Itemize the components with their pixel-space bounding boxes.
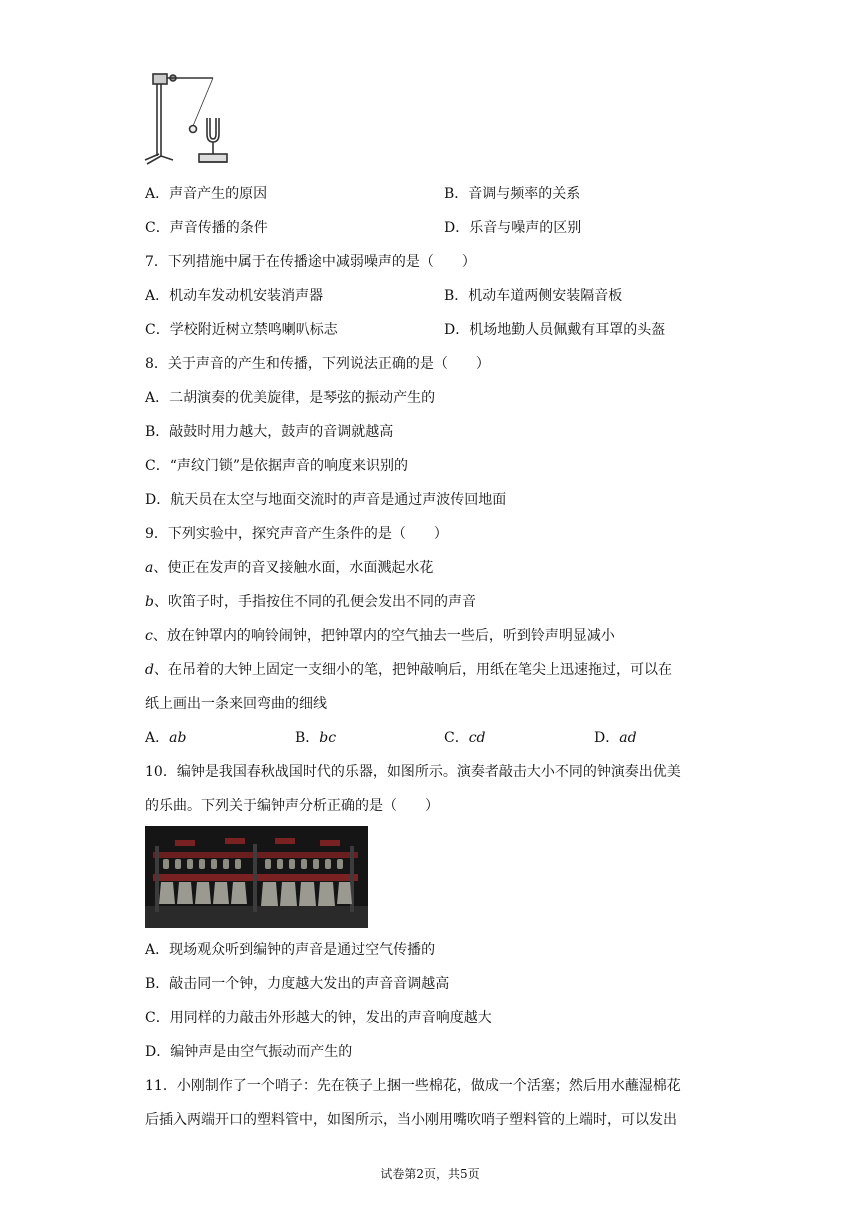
- q10-option-a: A．现场观众听到编钟的声音是通过空气传播的: [145, 942, 436, 958]
- q10-option-c: C．用同样的力敲击外形越大的钟，发出的声音响度越大: [145, 1010, 492, 1026]
- q6-option-a: A．声音产生的原因: [145, 186, 268, 202]
- q9-item-d: [145, 660, 672, 680]
- q9-item-d-cont: 纸上画出一条来回弯曲的细线: [145, 696, 327, 712]
- q11-line2: 后插入两端开口的塑料管中，如图所示，当小刚用嘴吹哨子塑料管的上端时，可以发出: [145, 1112, 677, 1128]
- q7-stem: 7．下列措施中属于在传播途中减弱噪声的是（ ）: [145, 254, 476, 270]
- q9-item-c-text: 、放在钟罩内的响铃闹钟，把钟罩内的空气抽去一些后，听到铃声明显减小: [152, 628, 615, 644]
- q9-item-d-text: 、在吊着的大钟上固定一支细小的笔，把钟敲响后，用纸在笔尖上迅速拖过，可以在: [153, 662, 672, 678]
- q8-option-d: D．航天员在太空与地面交流时的声音是通过声波传回地面: [145, 492, 507, 508]
- tuning-fork-figure: [143, 68, 233, 172]
- q9-item-c-letter: c: [145, 628, 153, 644]
- q9-option-b-value: bc: [319, 730, 337, 746]
- q9-option-a-value: ab: [169, 730, 187, 746]
- q8-option-a: A．二胡演奏的优美旋律，是琴弦的振动产生的: [145, 390, 436, 406]
- q9-item-c: [145, 626, 615, 646]
- q10-option-b: B．敲击同一个钟，力度越大发出的声音音调越高: [145, 976, 450, 992]
- q10-option-d: D．编钟声是由空气振动而产生的: [145, 1044, 353, 1060]
- q9-option-c-prefix: C．: [444, 730, 469, 746]
- q7-option-d: D．机场地勤人员佩戴有耳罩的头盔: [444, 322, 666, 338]
- q6-option-d: D．乐音与噪声的区别: [444, 220, 582, 236]
- q8-option-b: B．敲鼓时用力越大，鼓声的音调就越高: [145, 424, 394, 440]
- q6-option-b: B．音调与频率的关系: [444, 186, 581, 202]
- q9-option-a-prefix: A．: [145, 730, 170, 746]
- q6-option-c: C．声音传播的条件: [145, 220, 268, 236]
- q9-option-b: [295, 728, 336, 748]
- q8-stem: 8．关于声音的产生和传播，下列说法正确的是（ ）: [145, 356, 490, 372]
- q9-option-d-value: ad: [619, 730, 637, 746]
- chime-bells-photo: [145, 826, 368, 928]
- q9-item-a-text: 、使正在发声的音叉接触水面，水面溅起水花: [153, 560, 434, 576]
- q9-stem: 9．下列实验中，探究声音产生条件的是（ ）: [145, 526, 448, 542]
- q9-item-a: [145, 558, 433, 578]
- q9-option-d: [594, 728, 637, 748]
- q9-option-d-prefix: D．: [594, 730, 620, 746]
- q9-option-b-prefix: B．: [295, 730, 320, 746]
- q9-option-c: [444, 728, 486, 748]
- q9-option-c-value: cd: [468, 730, 486, 746]
- q9-item-a-letter: a: [145, 560, 154, 576]
- q9-item-d-letter: d: [145, 662, 154, 678]
- q7-option-a: A．机动车发动机安装消声器: [145, 288, 324, 304]
- q9-item-b-letter: b: [145, 594, 154, 610]
- q9-item-b-text: 、吹笛子时，手指按住不同的孔便会发出不同的声音: [153, 594, 476, 610]
- q7-option-c: C．学校附近树立禁鸣喇叭标志: [145, 322, 338, 338]
- q9-option-a: [145, 728, 186, 748]
- page-footer: 试卷第2页，共5页: [380, 1167, 480, 1181]
- q10-stem-line2: 的乐曲。下列关于编钟声分析正确的是（ ）: [145, 798, 439, 814]
- q7-option-b: B．机动车道两侧安装隔音板: [444, 288, 623, 304]
- q10-stem-line1: 10．编钟是我国春秋战国时代的乐器，如图所示。演奏者敲击大小不同的钟演奏出优美: [145, 764, 681, 780]
- q9-item-b: [145, 592, 476, 612]
- q11-line1: 11．小刚制作了一个哨子：先在筷子上捆一些棉花，做成一个活塞；然后用水蘸湿棉花: [145, 1078, 681, 1094]
- q8-option-c: C．“声纹门锁”是依据声音的响度来识别的: [145, 458, 409, 474]
